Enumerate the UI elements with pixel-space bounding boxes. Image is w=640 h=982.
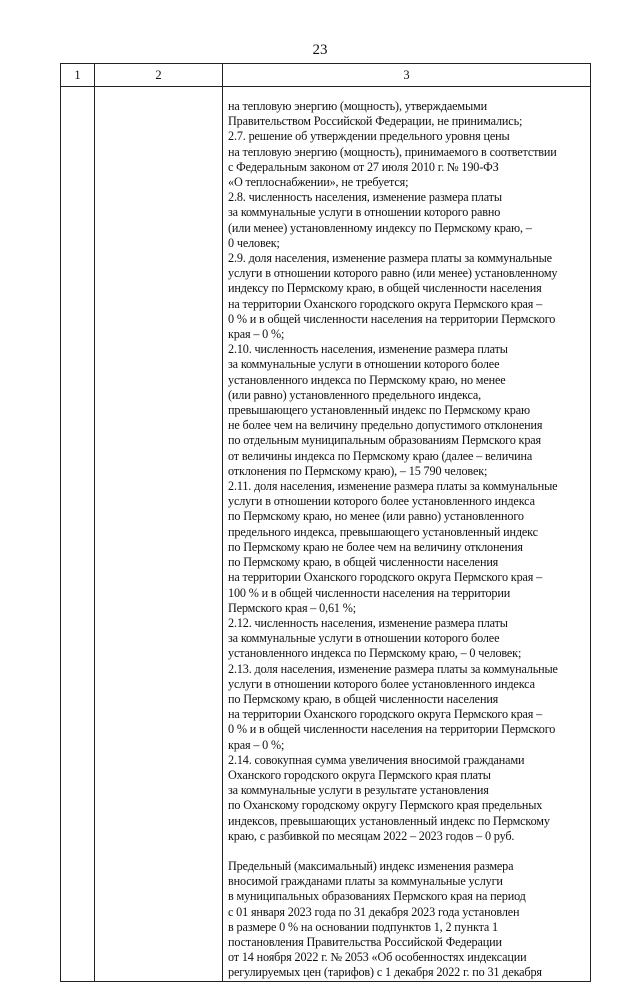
text-line: по Пермскому краю не более чем на величину отклонения — [228, 539, 523, 554]
text-line: регулируемых цен (тарифов) с 1 декабря 2022 г. по 31 декабря — [228, 965, 542, 980]
text-line: по отдельным муниципальным образованиям Пермского края — [228, 433, 541, 448]
column-header-3: 3 — [223, 64, 591, 87]
text-line: установленного индекса по Пермскому краю, но менее — [228, 372, 506, 387]
table-header-row — [61, 64, 591, 87]
text-line: за коммунальные услуги в результате установления — [228, 783, 489, 798]
text-line: превышающего установленный индекс по Пермскому краю — [228, 403, 530, 418]
text-line: установленного индекса по Пермскому краю, – 0 человек; — [228, 646, 522, 661]
text-line: не более чем на величину предельно допустимого отклонения — [228, 418, 543, 433]
text-line: 2.10. численность населения, изменение размера платы — [228, 342, 508, 357]
text-line: 0 человек; — [228, 235, 280, 250]
text-line: с 01 января 2023 года по 31 декабря 2023 года установлен — [228, 904, 520, 919]
cell-col-2 — [95, 87, 223, 982]
page-number: 23 — [312, 42, 328, 58]
text-line: Предельный (максимальный) индекс изменения размера — [228, 858, 514, 873]
document-table — [60, 63, 591, 982]
text-line: с Федеральным законом от 27 июля 2010 г. № 190-ФЗ — [228, 159, 499, 174]
text-line: на территории Оханского городского округа Пермского края – — [228, 296, 543, 311]
text-line: по Пермскому краю, но менее (или равно) установленного — [228, 509, 524, 524]
text-line: Правительством Российской Федерации, не принимались; — [228, 114, 523, 129]
text-line: 2.12. численность населения, изменение размера платы — [228, 615, 508, 630]
text-line: постановления Правительства Российской Федерации — [228, 934, 502, 949]
text-line: вносимой гражданами платы за коммунальные услуги — [228, 874, 503, 889]
text-line: предельного индекса, превышающего установленный индекс — [228, 524, 538, 539]
text-line: Оханского городского округа Пермского края платы — [228, 767, 491, 782]
text-line: 2.8. численность населения, изменение размера платы — [228, 190, 502, 205]
text-line: в муниципальных образованиях Пермского края на период — [228, 889, 526, 904]
cell-col-3 — [223, 87, 591, 982]
text-line: индексу по Пермскому краю, в общей численности населения — [228, 281, 542, 296]
text-line: отклонения по Пермскому краю), – 15 790 человек; — [228, 463, 488, 478]
text-line: 2.9. доля населения, изменение размера платы за коммунальные — [228, 251, 552, 266]
text-line: услуги в отношении которого равно (или менее) установленному — [228, 266, 558, 281]
column-header-2: 2 — [95, 64, 223, 87]
column-header-1: 1 — [61, 64, 95, 87]
text-line: услуги в отношении которого более установленного индекса — [228, 494, 535, 509]
text-line: 2.13. доля населения, изменение размера платы за коммунальные — [228, 661, 558, 676]
text-line: от 14 ноября 2022 г. № 2053 «Об особенностях индексации — [228, 950, 527, 965]
text-line: в размере 0 % на основании подпунктов 1, 2 пункта 1 — [228, 919, 499, 934]
text-line: на территории Оханского городского округа Пермского края – — [228, 570, 543, 585]
text-line: 2.11. доля населения, изменение размера платы за коммунальные — [228, 479, 558, 494]
text-line: по Пермскому краю, в общей численности населения — [228, 555, 499, 570]
text-line: края – 0 %; — [228, 327, 285, 342]
text-line: услуги в отношении которого более установленного индекса — [228, 676, 535, 691]
text-line: 100 % и в общей численности населения на территории — [228, 585, 511, 600]
text-line: за коммунальные услуги в отношении которого более — [228, 357, 500, 372]
text-line: на тепловую энергию (мощность), утверждаемыми — [228, 99, 487, 113]
text-line: по Пермскому краю, в общей численности населения — [228, 691, 499, 706]
text-line: за коммунальные услуги в отношении которого более — [228, 631, 500, 646]
text-line: 0 % и в общей численности населения на территории Пермского — [228, 311, 556, 326]
text-line: на тепловую энергию (мощность), принимаемого в соответствии — [228, 144, 557, 159]
paragraph-gap — [228, 844, 586, 859]
text-line: на территории Оханского городского округа Пермского края – — [228, 707, 543, 722]
text-line: краю, с разбивкой по месяцам 2022 – 2023 годов – 0 руб. — [228, 828, 515, 843]
text-line: «О теплоснабжении», не требуется; — [228, 175, 409, 190]
text-line: (или менее) установленному индексу по Пермскому краю, – — [228, 220, 532, 235]
text-line: за коммунальные услуги в отношении которого равно — [228, 205, 501, 220]
text-line: 2.14. совокупная сумма увеличения вносимой гражданами — [228, 752, 525, 767]
text-line: по Оханскому городскому округу Пермского края предельных — [228, 798, 543, 813]
text-line: края – 0 %; — [228, 737, 285, 752]
text-block — [228, 99, 586, 981]
text-line: Пермского края – 0,61 %; — [228, 600, 357, 615]
text-line: индексов, превышающих установленный индекс по Пермскому — [228, 813, 550, 828]
table-row — [61, 87, 591, 982]
cell-col-1 — [61, 87, 95, 982]
text-line: (или равно) установленного предельного индекса, — [228, 387, 482, 402]
text-line: от величины индекса по Пермскому краю (далее – величина — [228, 448, 533, 463]
text-line: 2.7. решение об утверждении предельного уровня цены — [228, 129, 510, 144]
text-line: 0 % и в общей численности населения на территории Пермского — [228, 722, 556, 737]
